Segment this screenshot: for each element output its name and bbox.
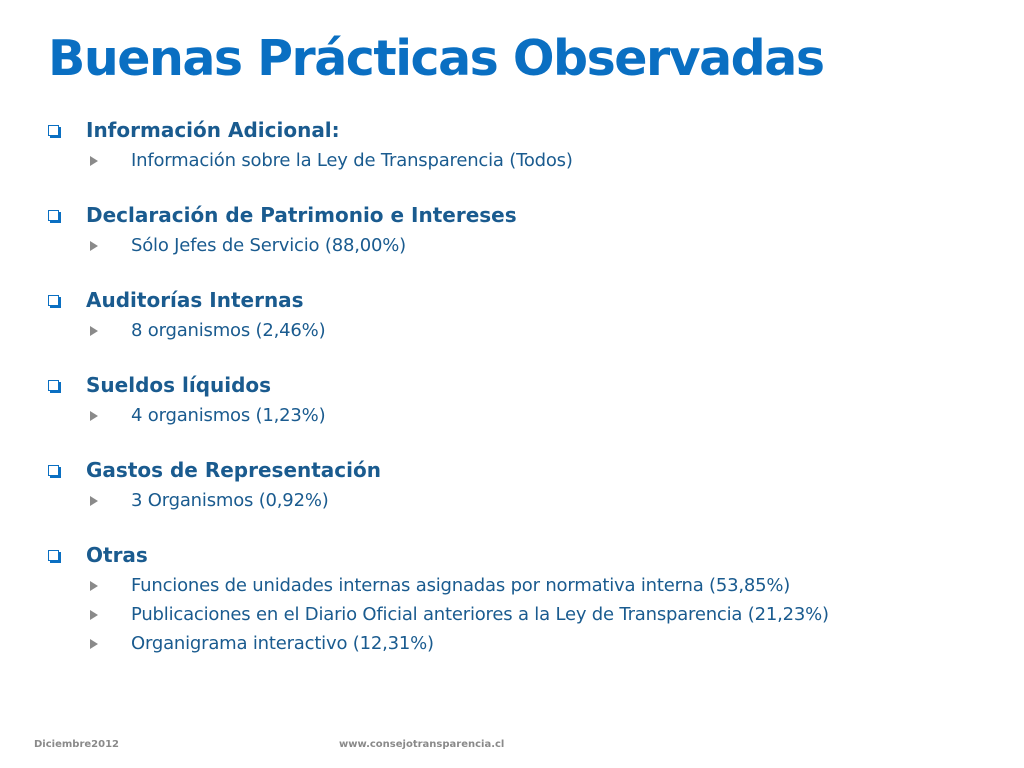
square-bullet-icon	[48, 550, 59, 561]
list-item-label: Sólo Jefes de Servicio (88,00%)	[131, 235, 406, 256]
footer-url: www.consejotransparencia.cl	[339, 739, 505, 750]
arrow-bullet-icon	[90, 241, 98, 251]
section-title: Auditorías Internas	[86, 288, 304, 312]
list-item-label: 3 Organismos (0,92%)	[131, 490, 329, 511]
square-bullet-icon	[48, 465, 59, 476]
footer-date: Diciembre2012	[34, 739, 119, 750]
sub-list	[46, 571, 1006, 658]
arrow-bullet-icon	[90, 581, 98, 591]
list-item	[46, 486, 1006, 515]
list-item-label: Funciones de unidades internas asignadas por normativa interna (53,85%)	[131, 575, 791, 596]
list-item-label: Información sobre la Ley de Transparencia (Todos)	[131, 150, 573, 171]
list-item	[46, 316, 1006, 345]
list-item	[46, 146, 1006, 175]
list-item	[46, 571, 1006, 600]
section-header	[46, 456, 1006, 484]
list-item	[46, 629, 1006, 658]
square-bullet-icon	[48, 295, 59, 306]
square-bullet-icon	[48, 210, 59, 221]
arrow-bullet-icon	[90, 496, 98, 506]
sub-list	[46, 486, 1006, 515]
list-item-label: 8 organismos (2,46%)	[131, 320, 326, 341]
square-bullet-icon	[48, 380, 59, 391]
square-bullet-icon	[48, 125, 59, 136]
section-header	[46, 116, 1006, 144]
section-header	[46, 286, 1006, 314]
arrow-bullet-icon	[90, 639, 98, 649]
list-item-label: Organigrama interactivo (12,31%)	[131, 633, 434, 654]
section-header	[46, 201, 1006, 229]
list-item	[46, 231, 1006, 260]
list-item	[46, 401, 1006, 430]
section-informacion-adicional	[46, 116, 1006, 175]
section-auditorias-internas	[46, 286, 1006, 345]
section-title: Otras	[86, 543, 148, 567]
arrow-bullet-icon	[90, 326, 98, 336]
sub-list	[46, 316, 1006, 345]
sub-list	[46, 401, 1006, 430]
slide-title: Buenas Prácticas Observadas	[48, 30, 824, 87]
arrow-bullet-icon	[90, 610, 98, 620]
section-declaracion-patrimonio	[46, 201, 1006, 260]
section-title: Información Adicional:	[86, 118, 340, 142]
section-header	[46, 371, 1006, 399]
arrow-bullet-icon	[90, 156, 98, 166]
section-title: Sueldos líquidos	[86, 373, 272, 397]
section-title: Gastos de Representación	[86, 458, 381, 482]
list-item-label: 4 organismos (1,23%)	[131, 405, 326, 426]
list-item-label: Publicaciones en el Diario Oficial anteriores a la Ley de Transparencia (21,23%)	[131, 604, 829, 625]
sections-list	[46, 116, 1006, 684]
section-header	[46, 541, 1006, 569]
sub-list	[46, 231, 1006, 260]
section-title: Declaración de Patrimonio e Intereses	[86, 203, 517, 227]
section-sueldos-liquidos	[46, 371, 1006, 430]
list-item	[46, 600, 1006, 629]
arrow-bullet-icon	[90, 411, 98, 421]
sub-list	[46, 146, 1006, 175]
section-otras	[46, 541, 1006, 658]
section-gastos-representacion	[46, 456, 1006, 515]
